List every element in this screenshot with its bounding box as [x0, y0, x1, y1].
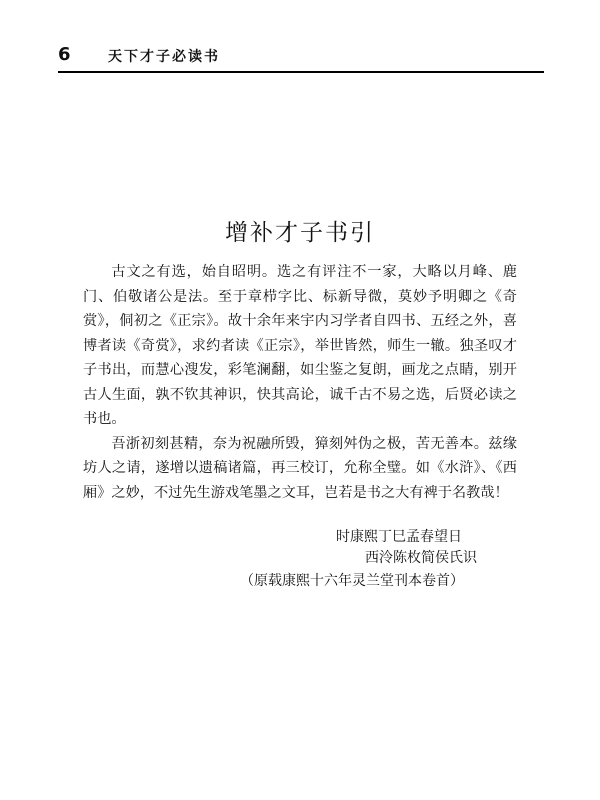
source-note: （原载康熙十六年灵兰堂刊本卷首） [240, 573, 464, 589]
paragraph: 吾浙初刻甚精，奈为祝融所毁，獐刻舛伪之极，苦无善本。兹缘坊人之请，遂增以遗稿诸篇，再三校订，允称全璧。如《水浒》、《西厢》之妙，不过先生游戏笔墨之文耳，岂若是书之大有裨于名教哉！ [83, 435, 517, 501]
paragraph: 古文之有选，始自昭明。选之有评注不一家，大略以月峰、鹿门、伯敬诸公是法。至于章栉字比、标新导微，莫妙予明卿之《奇赏》，侗初之《正宗》。故十余年来宇内习学者自四书、五经之外，喜博者读《奇赏》，求约者读《正宗》，举世皆然，师生一辙。独圣叹才子书出，而慧心溲发，彩笔澜翻，如尘鉴之复朗，画龙之点睛，别开古人生面，孰不钦其神识，快其高论，诚千古不易之选，后贤必读之书也。 [83, 264, 517, 427]
header-rule [58, 71, 544, 73]
signature-author: 西泠陈枚简侯氏识 [365, 550, 477, 566]
page-number: 6 [58, 44, 71, 65]
signature-date: 时康熙丁巳孟春望日 [336, 529, 462, 545]
section-title: 增补才子书引 [225, 220, 375, 246]
page-header [58, 44, 544, 70]
body-text [83, 260, 517, 505]
running-title: 天下才子必读书 [108, 49, 220, 65]
